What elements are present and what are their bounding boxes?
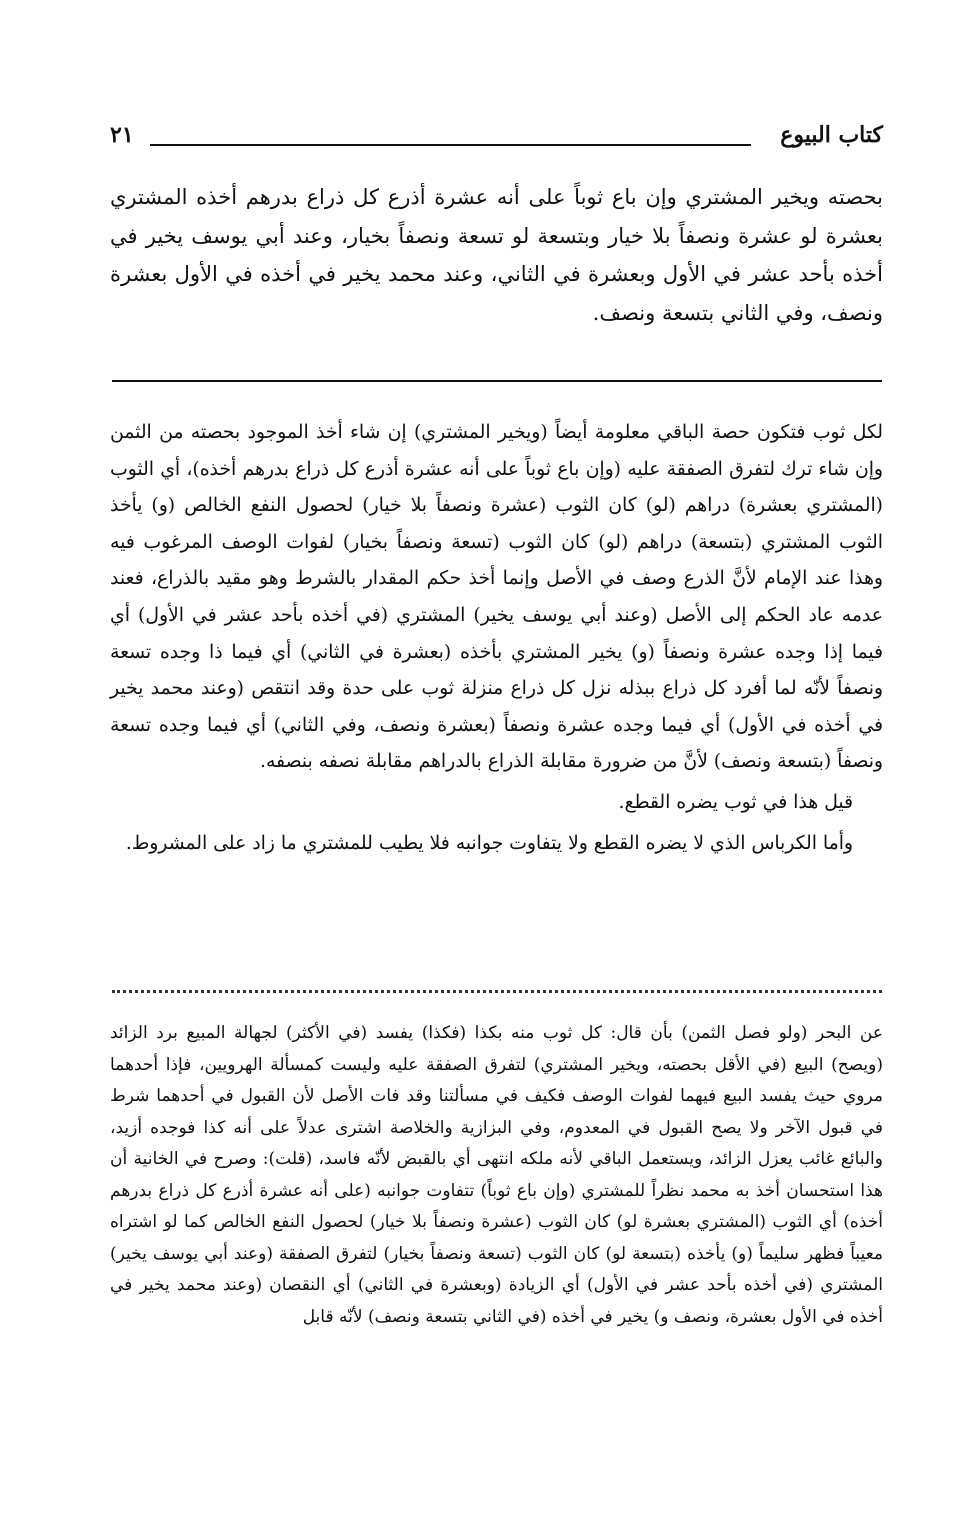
- sharh-commentary: [110, 415, 883, 862]
- sharh-paragraph: وأما الكرباس الذي لا يضره القطع ولا يتفاوت جوانبه فلا يطيب للمشتري ما زاد على المشروط.: [125, 832, 853, 854]
- hashiya-footnote: [110, 1018, 883, 1333]
- sharh-paragraph: قيل هذا في ثوب يضره القطع.: [618, 791, 853, 813]
- dotted-separator: [112, 990, 882, 993]
- hashiya-paragraph: عن البحر (ولو فصل الثمن) بأن قال: كل ثوب منه بكذا (فكذا) يفسد (في الأكثر) لجهالة المبيع برد الزائد (ويصح) البيع (في الأقل بحصته، ويخير المشتري) لتفرق الصفقة عليه وليست كمسألة الهرويين، فإذا أحدهما مروي حيث يفسد البيع فيهما لفوات الوصف فكيف في مسألتنا وقد فات الأصل لأن القبول في أحدهما شرط في قبول الآخر ولا يصح القبول في المعدوم، وفي البزازية والخلاصة اشترى عدلاً على أنه كذا فوجده أزيد، والبائع غائب يعزل الزائد، ويستعمل الباقي لأنه ملكه انتهى أي بالقبض لأنّه فاسد، (قلت): وصرح في الخانية أن هذا استحسان أخذ به محمد نظراً للمشتري (وإن باع ثوباً) تتفاوت جوانبه (على أنه عشرة أذرع كل ذراع بدرهم أخذه) أي الثوب (المشتري بعشرة لو) كان الثوب (عشرة ونصفاً بلا خيار) لحصول النفع الخالص كما لو اشتراه معيباً فظهر سليماً (و) يأخذه (بتسعة لو) كان الثوب (تسعة ونصفاً بخيار) لتفرق الصفقة (وعند أبي يوسف يخير) المشتري (في أخذه بأحد عشر في الأول) أي الزيادة (وبعشرة في الثاني) أي النقصان (وعند محمد يخير في أخذه في الأول بعشرة، ونصف و) يخير في أخذه (في الثاني بتسعة ونصف) لأنّه قابل: [110, 1023, 883, 1327]
- sharh-paragraph: لكل ثوب فتكون حصة الباقي معلومة أيضاً (ويخير المشتري) إن شاء أخذ الموجود بحصته من الثمن وإن شاء ترك لتفرق الصفقة عليه (وإن باع ثوباً على أنه عشرة أذرع كل ذراع بدرهم أخذه)، أي الثوب (المشتري بعشرة) دراهم (لو) كان الثوب (عشرة ونصفاً بلا خيار) لحصول النفع الخالص (و) يأخذ الثوب المشتري (بتسعة) دراهم (لو) كان الثوب (تسعة ونصفاً بخيار) لفوات الوصف المرغوب فيه وهذا عند الإمام لأنَّ الذرع وصف في الأصل وإنما أخذ حكم المقدار بالشرط وهو مقيد بالذراع، فعند عدمه عاد الحكم إلى الأصل (وعند أبي يوسف يخير) المشتري (في أخذه بأحد عشر في الأول) أي فيما إذا وجده عشرة ونصفاً (و) يخير المشتري بأخذه (بعشرة في الثاني) أي فيما ذا وجده تسعة ونصفاً لأنّه لما أفرد كل ذراع ببذله نزل كل ذراع منزلة ثوب على حدة وقد انتقص (وعند محمد يخير في أخذه في الأول) أي فيما وجده عشرة ونصفاً (بعشرة ونصف، وفي الثاني) أي فيما وجده تسعة ونصفاً (بتسعة ونصف) لأنَّ من ضرورة مقابلة الذراع بالدراهم مقابلة نصفه بنصفه.: [110, 422, 883, 773]
- page-number: ٢١: [110, 122, 134, 148]
- header-rule: [150, 144, 751, 146]
- matn-separator-rule: [112, 380, 882, 382]
- page-header: [110, 120, 883, 160]
- matn-text: بحصته ويخير المشتري وإن باع ثوباً على أنه عشرة أذرع كل ذراع بدرهم أخذه المشتري بعشرة لو عشرة ونصفاً بلا خيار وبتسعة لو تسعة ونصفاً بخيار، وعند أبي يوسف يخير في أخذه بأحد عشر في الأول وبعشرة في الثاني، وعند محمد يخير في أخذه في الأول بعشرة ونصف، وفي الثاني بتسعة ونصف.: [110, 185, 883, 325]
- book-title: كتاب البيوع: [780, 122, 883, 148]
